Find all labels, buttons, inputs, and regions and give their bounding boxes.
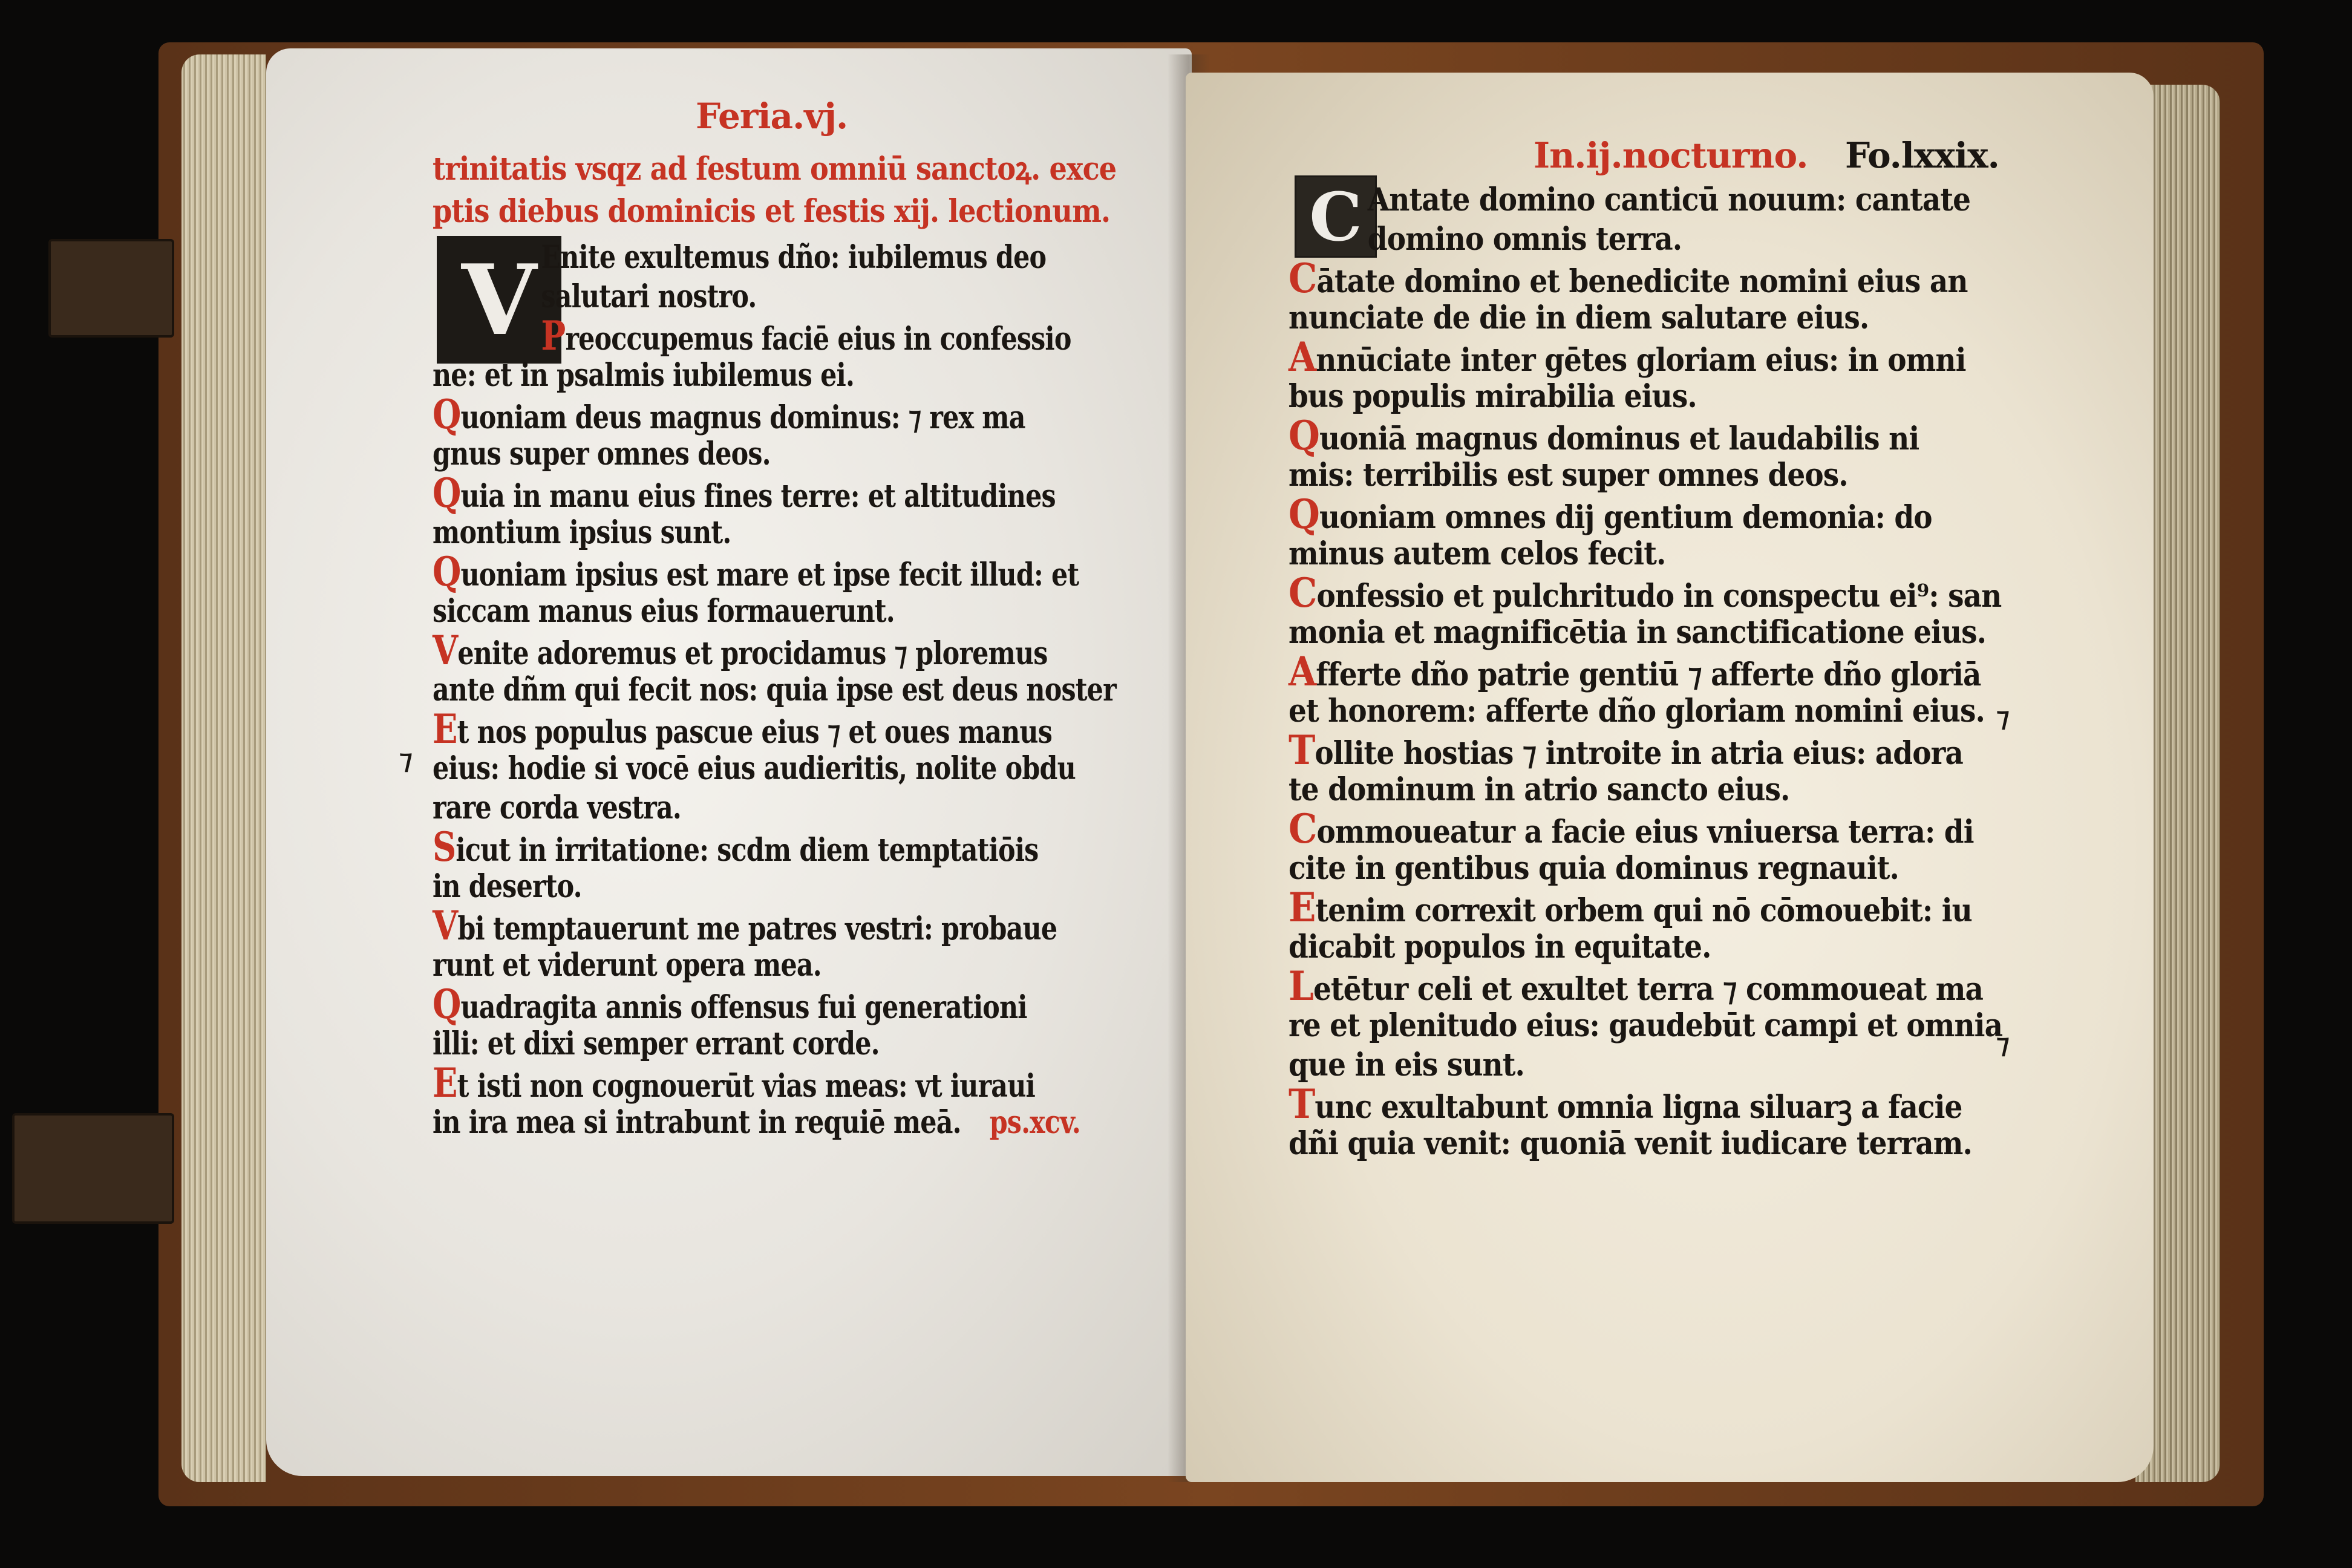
right-running-head: In.ij.nocturno. [1534,135,1808,176]
text-line: Cātate domino et benedicite nomini eius an [1289,255,1968,302]
text-line: Antate domino canticū nouum: cantate [1367,181,1971,218]
text-line: te dominum in atrio sancto eius. [1289,771,1790,808]
text-line: Tollite hostias ⁊ introite in atria eius: adora [1289,727,1963,774]
text-line: montium ipsius sunt. [433,514,731,551]
text-line: illi: et dixi semper errant corde. [433,1025,880,1062]
psalm-reference: ps.xcv. [989,1104,1080,1141]
clasp-upper [48,239,174,338]
left-rubric [433,148,1116,230]
text-line: mis: terribilis est super omnes deos. [1289,457,1848,494]
right-decorated-initial: C [1295,175,1377,258]
clasp-lower [12,1113,174,1224]
text-line: Commoueatur a facie eius vniuersa terra: di [1289,805,1974,852]
right-margin-mark: ⁊ [1996,1028,2010,1059]
text-line: runt et viderunt opera mea. [433,947,822,984]
text-line: domino omnis terra. [1367,221,1682,258]
text-line: Enite exultemus dño: iubilemus deo [541,239,1047,276]
left-running-head: Feria.vj. [696,96,848,137]
text-line: et honorem: afferte dño gloriam nomini eius. [1289,693,1985,730]
text-line: in deserto. [433,868,582,905]
text-line: Venite adoremus et procidamus ⁊ ploremus [433,627,1048,674]
right-margin-mark: ⁊ [1996,702,2010,733]
folio-number: Fo.lxxix. [1845,135,1999,176]
left-margin-mark: ⁊ [399,744,413,775]
rubric-line: ptis diebus dominicis et festis xij. lectionum. [433,193,1111,230]
text-line: que in eis sunt. [1289,1047,1524,1083]
text-line: gnus super omnes deos. [433,436,771,472]
text-line: Quoniam omnes dij gentium demonia: do [1289,491,1932,538]
text-line: salutari nostro. [541,278,757,315]
text-line: nunciate de die in diem salutare eius. [1289,299,1869,336]
page-edges-left [181,54,266,1482]
text-line: Tunc exultabunt omnia ligna siluarꝫ a facie [1289,1080,1962,1128]
text-line: monia et magnificētia in sanctificatione eius. [1289,614,1987,651]
text-line: Vbi temptauerunt me patres vestri: probaue [433,902,1057,949]
left-text-block [433,236,1116,1140]
text-line: dicabit populos in equitate. [1289,929,1711,965]
left-decorated-initial: V [437,236,561,364]
text-line: Letētur celi et exultet terra ⁊ commoueat ma [1289,962,1983,1010]
text-line: Sicut in irritatione: scdm diem temptatiōis [433,823,1039,871]
text-line: dñi quia venit: quoniā venit iudicare terram. [1289,1125,1972,1162]
text-line: Quoniā magnus dominus et laudabilis ni [1289,412,1919,459]
rubric-line: trinitatis vsqz ad festum omniū sanctoꝝ. exce [433,151,1117,188]
text-line: rare corda vestra. [433,789,681,826]
text-line: Quoniam ipsius est mare et ipse fecit illud: et [433,548,1079,595]
text-line: Confessio et pulchritudo in conspectu ei⁹: san [1289,569,2002,616]
text-line: Et nos populus pascue eius ⁊ et oues manus [433,705,1052,753]
text-line: Etenim correxit orbem qui nō cōmouebit: iu [1289,884,1972,931]
text-line: siccam manus eius formauerunt. [433,593,895,630]
text-line: ne: et in psalmis iubilemus ei. [433,357,855,394]
text-line: Quadragita annis offensus fui generationi [433,981,1027,1028]
text-line: cite in gentibus quia dominus regnauit. [1289,850,1899,887]
text-line: eius: hodie si vocē eius audieritis, nolite obdu [433,750,1076,787]
text-line: bus populis mirabilia eius. [1289,378,1697,415]
text-line: Quoniam deus magnus dominus: ⁊ rex ma [433,391,1025,438]
right-text-block [1289,178,2002,1161]
text-line: re et plenitudo eius: gaudebūt campi et omnia [1289,1007,2003,1044]
text-line: Annūciate inter gētes gloriam eius: in omni [1289,333,1966,381]
text-line: ante dñm qui fecit nos: quia ipse est deus noster [433,671,1116,708]
text-line: minus autem celos fecit. [1289,535,1666,572]
text-line: Et isti non cognouerūt vias meas: vt iuraui [433,1059,1035,1106]
text-line: in ira mea si intrabunt in requiē meā. ps.xcv. [433,1104,1080,1141]
text-line: Afferte dño patrie gentiū ⁊ afferte dño gloriā [1289,648,1981,695]
text-line: Preoccupemus faciē eius in confessio [541,312,1071,359]
text-line: Quia in manu eius fines terre: et altitudines [433,469,1056,517]
